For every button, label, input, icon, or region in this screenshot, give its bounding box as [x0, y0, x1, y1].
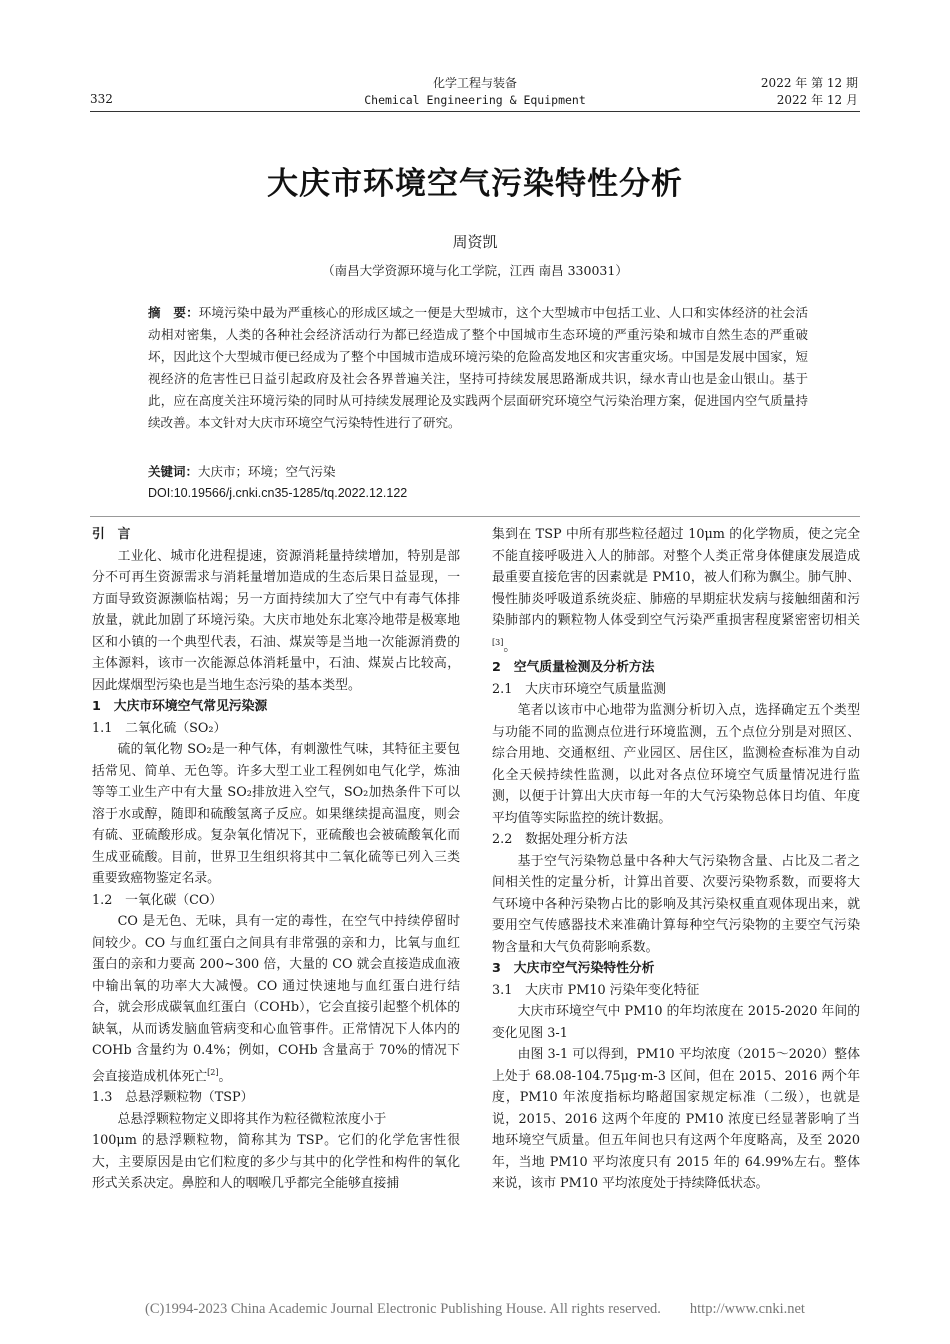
issue-date: 2022 年 12 月: [776, 93, 858, 107]
abstract: [148, 302, 808, 434]
citation-2: [2]: [207, 1067, 219, 1077]
continued-text: 集到在 TSP 中所有那些粒径超过 10μm 的化学物质，使之完全不能直接呼吸进入人的肺部。对整个人类正常身体健康发展造成最重要直接危害的因素就是 PM10，被人们称为飘尘。肺气肿、慢性肺炎呼吸道系统炎症、肺癌的早期症状发病与接触细菌和污染肺部内的颗粒物人体受到空气污染严重损害程度紧密密切相关: [492, 527, 860, 628]
journal-name-cn: 化学工程与装备: [432, 76, 517, 90]
section-2-2-heading: 2.2 数据处理分析方法: [492, 832, 628, 848]
left-column: [92, 524, 460, 1195]
section-1-3-heading: 1.3 总悬浮颗粒物（TSP）: [92, 1090, 254, 1106]
section-1-2-paragraph: [92, 911, 460, 1087]
section-3-1-heading: 3.1 大庆市 PM10 污染年变化特征: [492, 982, 700, 998]
section-1-2-end: 。: [218, 1068, 232, 1084]
issue-number: 2022 年 第 12 期: [760, 76, 858, 90]
section-1-1-heading: 1.1 二氧化硫（SO₂）: [92, 720, 227, 736]
continued-paragraph: [492, 524, 860, 657]
page-number: 332: [90, 92, 113, 106]
section-1-3-paragraph: 100μm 的悬浮颗粒物，简称其为 TSP。它们的化学危害性很大，主要原因是由它们粒度的多少与其中的化学性和构件的氧化形式关系决定。鼻腔和人的咽喉几乎都完全能够直接捕: [92, 1133, 460, 1192]
page-title: 大庆市环境空气污染特性分析: [267, 166, 683, 202]
author: 周资凯: [452, 233, 498, 251]
journal-name-en: Chemical Engineering & Equipment: [364, 93, 586, 107]
section-2-2-paragraph: 基于空气污染物总量中各种大气污染物含量、占比及二者之间相关性的定量分析，计算出首要、次要污染物系数，而要将大气环境中各种污染物占比的影响及其污染权重直观体现出来，就要用空气传感器技术来准确计算每种空气污染物的主要空气污染物含量和大气负荷影响系数。: [492, 853, 860, 955]
section-3-heading: 3 大庆市空气污染特性分析: [492, 961, 655, 977]
section-1-1-paragraph: 硫的氧化物 SO₂是一种气体，有刺激性气味，其特征主要包括常见、简单、无色等。许多大型工业工程例如电气化学，炼油等等工业生产中有大量 SO₂排放进入空气，SO₂加热条件下可以溶于水或醇，随即和硫酸氢离子反应。如果继续提高温度，则会有硫、亚硫酸形成。复杂氧化情况下，亚硫酸也会被硫酸氧化而生成亚硫酸。目前，世界卫生组织将其中二氧化硫等已列入三类重要致癌物鉴定名录。: [92, 742, 460, 886]
intro-paragraph: 工业化、城市化进程提速，资源消耗量持续增加，特别是部分不可再生资源需求与消耗量增加造成的生态后果日益显现，一方面导致资源濒临枯竭；另一方面持续加大了空气中有毒气体排放量，就此加剧了环境污染。大庆市地处东北寒冷地带是极寒地区和小镇的一个典型代表，石油、煤炭等是当地一次能源消费的主体源料，该市一次能源总体消耗量中，石油、煤炭占比较高，因此煤烟型污染也是当地生态污染的基本类型。: [92, 548, 460, 693]
citation-3: [3]: [492, 637, 504, 647]
continued-end: 。: [503, 638, 517, 654]
section-1-3-first-line: 总悬浮颗粒物定义即将其作为粒径微粒浓度小于: [117, 1111, 387, 1127]
abstract-text: 环境污染中最为严重核心的形成区域之一便是大型城市，这个大型城市中包括工业、人口和实体经济的社会活动相对密集，人类的各种社会经济活动行为都已经造成了整个中国城市生态环境的严重污染和城市自然生态的严重破坏，因此这个大型城市便已经成为了整个中国城市造成环境污染的危险高发地区和灾害重灾场。中国是发展中国家，短视经济的危害性已日益引起政府及社会各界普遍关注，坚持可持续发展思路渐成共识，绿水青山也是金山银山。基于此，应在高度关注环境污染的同时从可持续发展理论及实践两个层面研究环境空气污染治理方案，促进国内空气质量持续改善。本文针对大庆市环境空气污染特性进行了研究。: [148, 305, 808, 430]
section-3-1-paragraph-1: 大庆市环境空气中 PM10 的年均浓度在 2015-2020 年间的变化见图 3-1: [492, 1004, 860, 1041]
intro-heading: 引 言: [92, 527, 131, 542]
section-1-2-heading: 1.2 一氧化碳（CO）: [92, 892, 223, 908]
keywords-label: 关键词：: [148, 464, 199, 479]
doi: DOI:10.19566/j.cnki.cn35-1285/tq.2022.12.122: [148, 486, 408, 500]
section-2-1-heading: 2.1 大庆市环境空气质量监测: [492, 681, 666, 697]
section-2-heading: 2 空气质量检测及分析方法: [492, 660, 655, 676]
section-2-1-paragraph: 笔者以该市中心地带为监测分析切入点，选择确定五个类型与功能不同的监测点位进行环境监测，五个点位分别是对照区、综合用地、交通枢纽、产业园区、居住区，监测检查标准为自动化全天候持续性监测，以此对各点位环境空气质量情况进行监测，以便于计算出大庆市每一年的大气污染物总体日均值、年度平均值等实际监控的统计数据。: [492, 703, 860, 826]
keywords: [148, 462, 336, 480]
abstract-label: 摘 要：: [148, 305, 199, 320]
header-rule: [90, 111, 860, 112]
right-column: [492, 524, 860, 1195]
section-divider: [90, 516, 860, 517]
section-3-1-paragraph-2: 由图 3-1 可以得到，PM10 平均浓度（2015～2020）整体上处于 68.08-104.75μg·m-3 区间，但在 2015、2016 两个年度，PM10 年浓度指标均略超国家规定标准（二级），也就是说，2015、2016 这两个年度的 PM10 浓度已经显著影响了当地环境空气质量。但五年间也只有这两个年度略高，及至 2020 年，当地 PM10 平均浓度只有 2015 年的 64.99%左右。整体来说，该市 PM10 平均浓度处于持续降低状态。: [492, 1047, 860, 1192]
affiliation: （南昌大学资源环境与化工学院，江西 南昌 330031）: [322, 263, 628, 278]
keywords-text: 大庆市；环境；空气污染: [198, 464, 336, 479]
section-1-2-text: CO 是无色、无味，具有一定的毒性，在空气中持续停留时间较少。CO 与血红蛋白之间具有非常强的亲和力，比氧与血红蛋白的亲和力要高 200~300 倍，大量的 CO 就会直接造成血液中输出氧的功率大大减慢。CO 通过快速地与血红蛋白进行结合，就会形成碳氧血红蛋白（COHb），它会直接引起整个机体的缺氧，从而诱发脑血管病变和心血管事件。正常情况下人体内的 COHb 含量约为 0.4%；例如，COHb 含量高于 70%的情况下会直接造成机体死亡: [92, 914, 460, 1084]
copyright-footer: (C)1994-2023 China Academic Journal Electronic Publishing House. All rights reserved. http://www.cnki.net: [145, 1301, 805, 1317]
section-1-heading: 1 大庆市环境空气常见污染源: [92, 699, 268, 714]
